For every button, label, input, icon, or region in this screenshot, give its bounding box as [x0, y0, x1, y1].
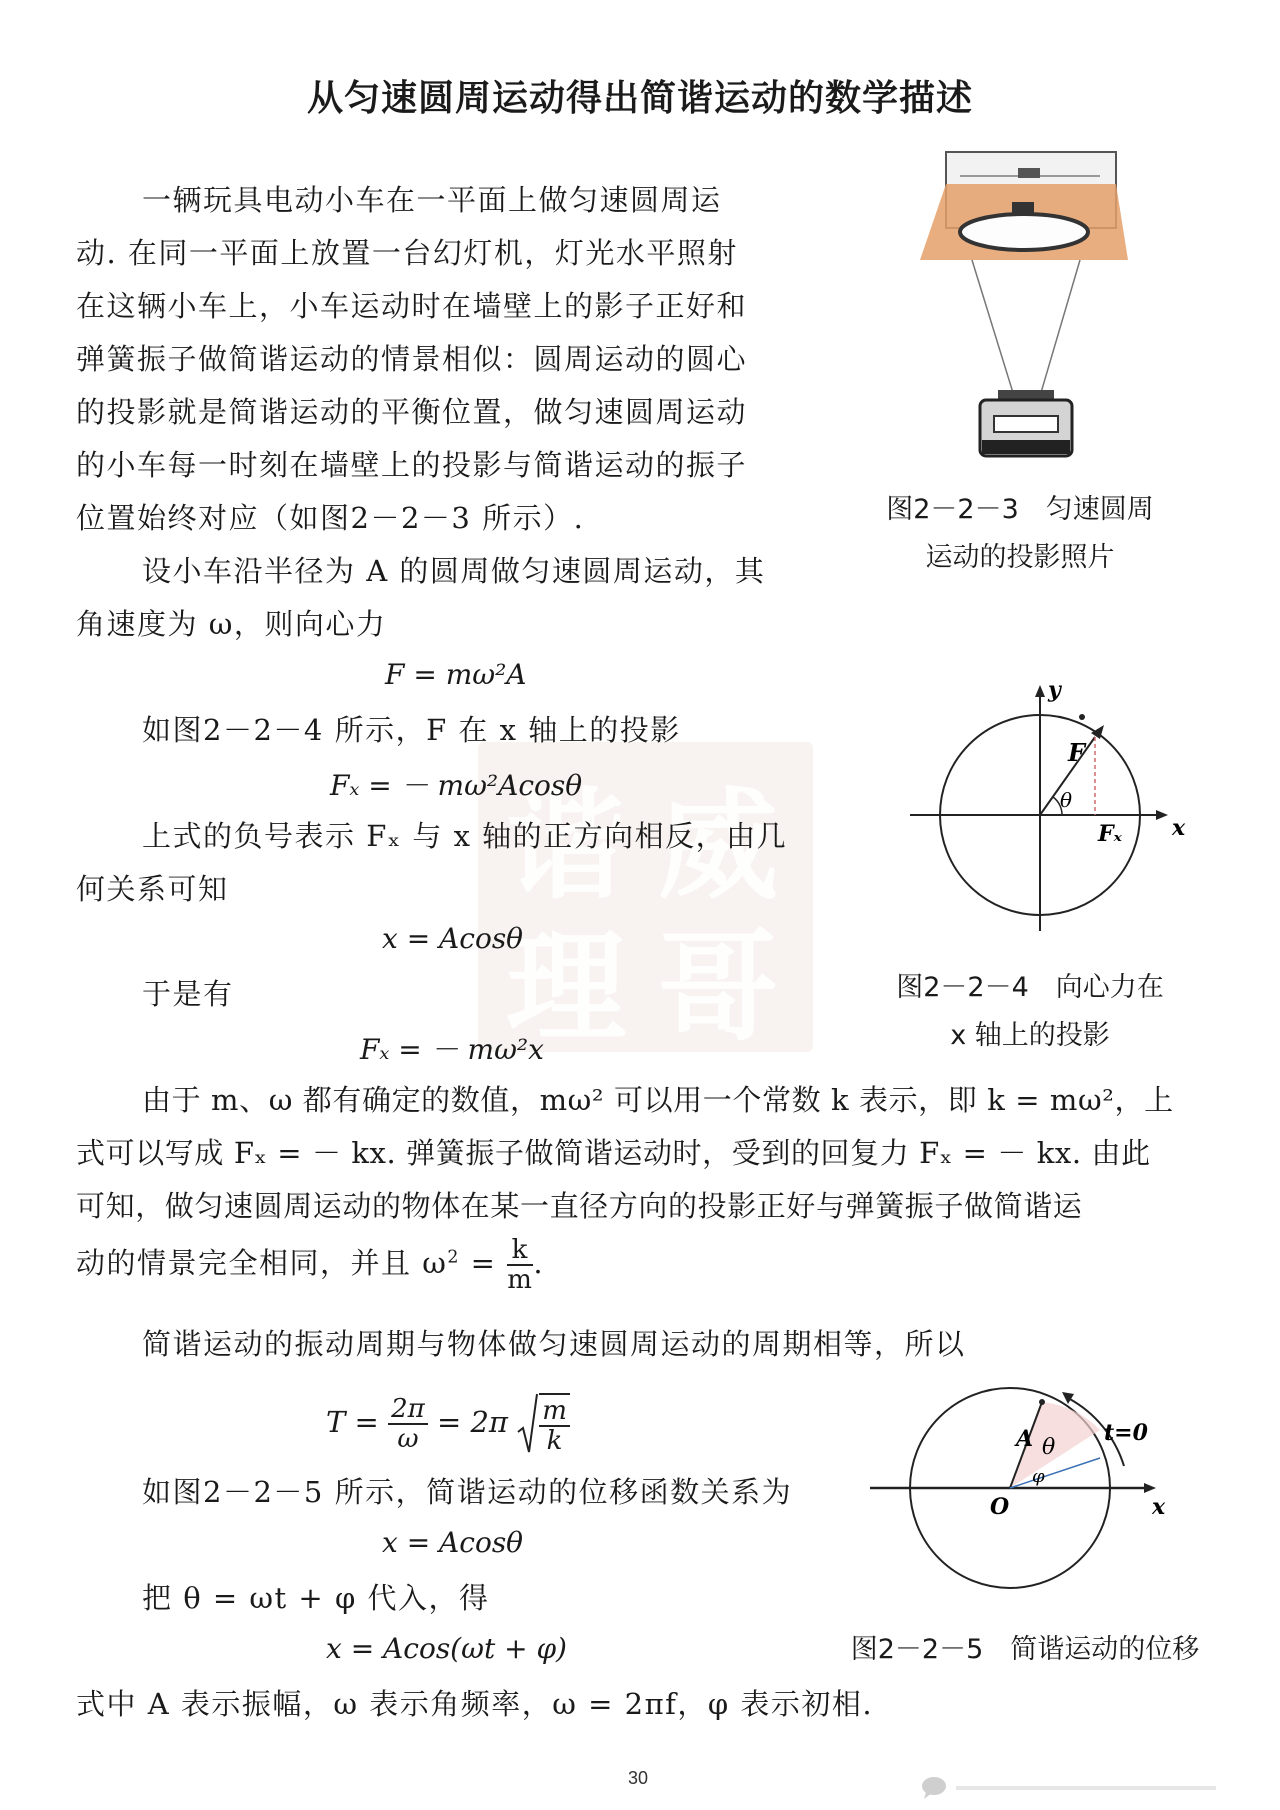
paragraph-line: 把 θ = ωt + φ 代入，得: [142, 1581, 490, 1615]
axis-label-x: x: [1172, 815, 1186, 841]
equation-period: [326, 1392, 570, 1456]
paragraph-line: 如图2－2－4 所示，F 在 x 轴上的投影: [142, 713, 681, 747]
figure-force-projection: [900, 675, 1200, 945]
axis-label-x: x: [1152, 1494, 1166, 1520]
label-theta: θ: [1042, 1435, 1056, 1460]
equation-centripetal-force: F = mω²A: [385, 658, 527, 691]
label-t-zero: t=0: [1104, 1420, 1148, 1446]
paragraph-line: 角速度为 ω，则向心力: [76, 607, 387, 641]
paragraph-line: 可知，做匀速圆周运动的物体在某一直径方向的投影正好与弹簧振子做简谐运: [76, 1189, 1083, 1223]
figure-projector-photo: [900, 148, 1140, 468]
paragraph-line: 位置始终对应（如图2－2－3 所示）.: [76, 501, 585, 535]
force-diagram: [900, 675, 1200, 945]
force-label-fx: Fₓ: [1098, 821, 1122, 847]
label-phi: φ: [1032, 1466, 1045, 1487]
fraction-denominator: k: [546, 1426, 563, 1456]
paragraph-line: 的投影就是简谐运动的平衡位置，做匀速圆周运动: [76, 395, 748, 429]
sqrt-sign-icon: [517, 1392, 539, 1456]
paragraph-line: 弹簧振子做简谐运动的情景相似：圆周运动的圆心: [76, 342, 748, 376]
page-number: 30: [628, 1768, 649, 1788]
fraction-numerator: k: [507, 1236, 533, 1266]
label-origin: O: [990, 1494, 1010, 1520]
axis-label-y: y: [1048, 677, 1061, 703]
projector-illustration: [900, 148, 1140, 468]
fraction-numerator: 2π: [388, 1395, 428, 1425]
paragraph-line: 动. 在同一平面上放置一台幻灯机，灯光水平照射: [76, 236, 738, 270]
paragraph-line: 于是有: [142, 977, 234, 1011]
paragraph-line: 简谐运动的振动周期与物体做匀速圆周运动的周期相等，所以: [142, 1327, 966, 1361]
figure-caption-line: x 轴上的投影: [950, 1020, 1110, 1051]
figure-shm-displacement: [860, 1370, 1180, 1600]
comment-bubble-icon: [920, 1776, 950, 1804]
angle-label-theta: θ: [1060, 788, 1073, 812]
paragraph-line: 式可以写成 Fₓ = － kx. 弹簧振子做简谐运动时，受到的回复力 Fₓ = － kx. 由此: [76, 1136, 1151, 1170]
equation-force-projection: Fₓ = － mω²Acosθ: [330, 769, 583, 802]
figure-caption: 图2－2－5 简谐运动的位移: [850, 1634, 1200, 1665]
text-segment: 动的情景完全相同，并且 ω: [76, 1246, 448, 1280]
watermark-char: 理: [506, 917, 626, 1058]
figure-caption-line: 图2－2－4 向心力在: [896, 972, 1164, 1003]
paragraph-line: 一辆玩具电动小车在一平面上做匀速圆周运: [142, 183, 722, 217]
fraction-m-over-k: [539, 1393, 570, 1455]
watermark-char: 威: [658, 775, 778, 916]
equation-displacement-time: x = Acos(ωt + φ): [326, 1632, 567, 1665]
fraction-numerator: m: [539, 1397, 570, 1427]
fraction-k-over-m: [507, 1236, 533, 1294]
equation-restoring-force: Fₓ = － mω²x: [360, 1033, 544, 1066]
fraction-denominator: m: [507, 1265, 534, 1295]
watermark-char: 哥: [658, 917, 778, 1058]
paragraph-line: 何关系可知: [76, 872, 229, 906]
force-label-f: F: [1068, 738, 1086, 767]
period-mid: = 2π: [436, 1405, 508, 1439]
figure-caption-line: 图2－2－3 匀速圆周: [886, 494, 1154, 525]
paragraph-line: 如图2－2－5 所示，简谐运动的位移函数关系为: [142, 1475, 793, 1509]
period-lhs: T =: [326, 1405, 379, 1439]
label-amplitude: A: [1016, 1426, 1034, 1452]
equation-displacement: x = Acosθ: [382, 1526, 524, 1559]
displacement-diagram: [860, 1370, 1180, 1600]
paragraph-line: 设小车沿半径为 A 的圆周做匀速圆周运动，其: [142, 554, 766, 588]
watermark-char: 谐: [506, 775, 626, 916]
divider-line: [956, 1786, 1216, 1790]
equation-geometry: x = Acosθ: [382, 922, 524, 955]
paragraph-line: 式中 A 表示振幅，ω 表示角频率，ω = 2πf，φ 表示初相.: [76, 1687, 874, 1721]
fraction-denominator: ω: [397, 1424, 419, 1454]
fraction-2pi-over-omega: [388, 1395, 428, 1453]
paragraph-line: 的小车每一时刻在墙壁上的投影与简谐运动的振子: [76, 448, 748, 482]
paragraph-line: 在这辆小车上，小车运动时在墙壁上的影子正好和: [76, 289, 748, 323]
paragraph-line: 由于 m、ω 都有确定的数值，mω² 可以用一个常数 k 表示，即 k = mω²，上: [142, 1083, 1174, 1117]
page-title: 从匀速圆周运动得出简谐运动的数学描述: [306, 78, 973, 119]
chat-icon: [920, 1776, 950, 1800]
paragraph-line: 上式的负号表示 Fₓ 与 x 轴的正方向相反，由几: [142, 819, 788, 853]
paragraph-line-with-fraction: 动的情景完全相同，并且 $\omega^2$ = $\frac{k}{m}$ .: [76, 1235, 545, 1295]
sqrt-m-over-k: [517, 1392, 570, 1456]
figure-caption-line: 运动的投影照片: [925, 542, 1115, 573]
